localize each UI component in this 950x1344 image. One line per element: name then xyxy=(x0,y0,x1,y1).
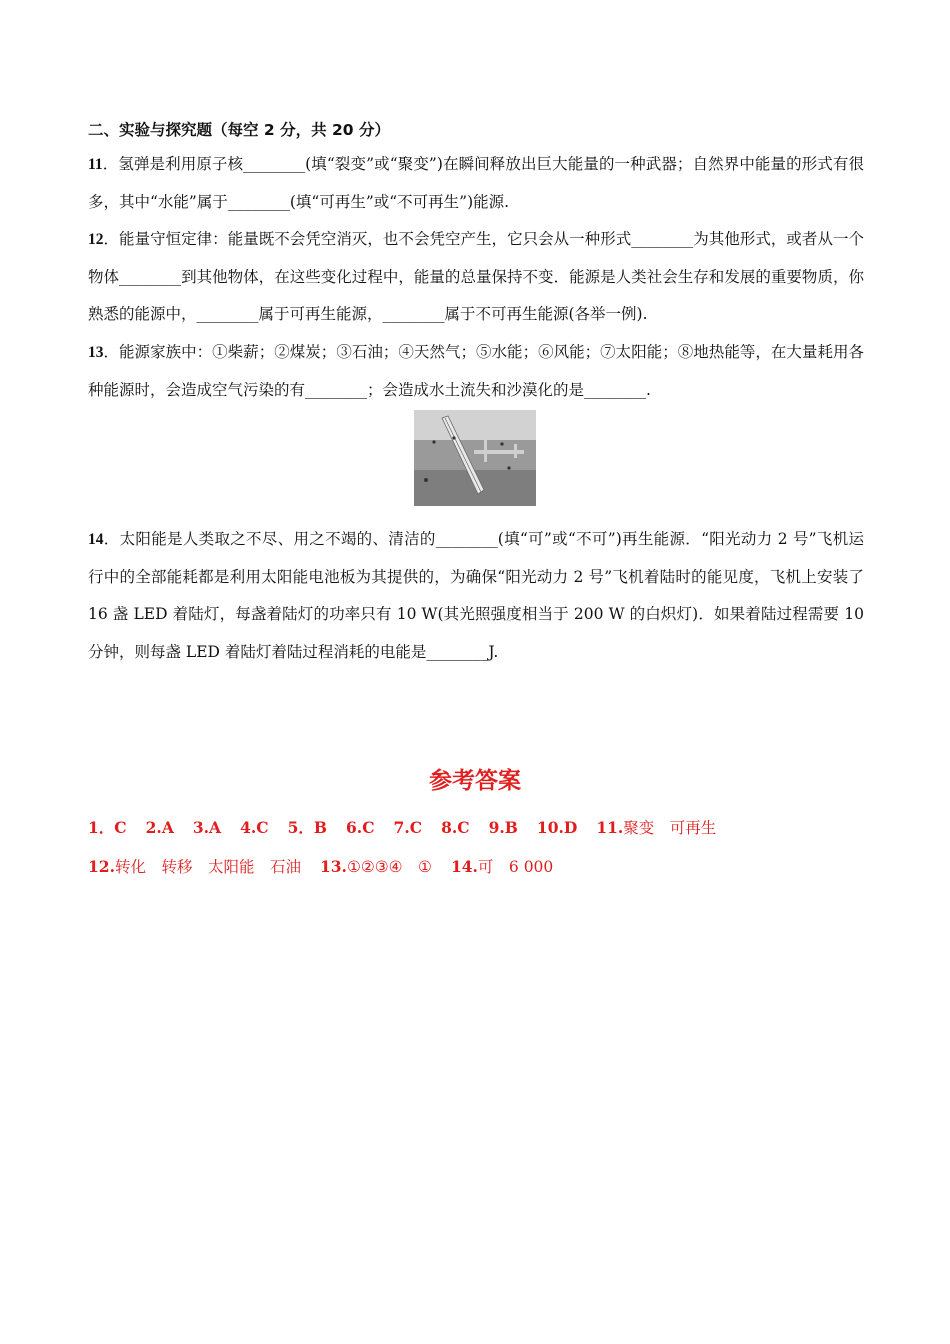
question-text: ．能量守恒定律：能量既不会凭空消灭，也不会凭空产生，它只会从一种形式________为其他形式，或者从一个物体________到其他物体，在这些变化过程中，能量的总量保持不变．能源是人类社会生存和发展的重要物质，你熟悉的能源中，________属于可再生能源，________属于不可再生能源(各举一例). xyxy=(88,230,864,323)
answer-item: 12.转化 转移 太阳能 石油 xyxy=(88,856,301,876)
answer-item: 7.C xyxy=(393,818,423,837)
question-number: 11 xyxy=(88,156,103,173)
question-text: ．能源家族中：①柴薪；②煤炭；③石油；④天然气；⑤水能；⑥风能；⑦太阳能；⑧地热能等，在大量耗用各种能源时，会造成空气污染的有________；会造成水土流失和沙漠化的是________. xyxy=(88,343,864,399)
answer-item: 1．C xyxy=(88,818,127,837)
answer-item: 4.C xyxy=(240,818,269,837)
question-12 xyxy=(88,221,864,334)
question-number: 13 xyxy=(88,344,104,361)
solar-plane-photo xyxy=(414,410,536,506)
section-title: 二、实验与探究题（每空 2 分，共 20 分） xyxy=(88,121,390,139)
answer-key xyxy=(88,809,864,886)
answer-item: 11.聚变 可再生 xyxy=(596,818,717,837)
answer-item: 10.D xyxy=(536,818,578,837)
question-14 xyxy=(88,521,864,671)
answer-item: 14.可 6 000 xyxy=(450,856,554,876)
answer-item: 2.A xyxy=(145,818,174,837)
question-text: ．氢弹是利用原子核________(填“裂变”或“聚变”)在瞬间释放出巨大能量的一种武器；自然界中能量的形式有很多，其中“水能”属于________(填“可再生”或“不可再生”)能源. xyxy=(88,155,864,211)
answer-key-title: 参考答案 xyxy=(429,768,521,794)
answer-item: 9.B xyxy=(488,818,518,837)
answer-item: 5．B xyxy=(287,818,328,837)
question-text: ．太阳能是人类取之不尽、用之不竭的、清洁的________(填“可”或“不可”)再生能源．“阳光动力 2 号”飞机运行中的全部能耗都是利用太阳能电池板为其提供的，为确保“阳光动力 2 号”飞机着陆时的能见度，飞机上安装了 16 盏 LED 着陆灯，每盏着陆灯的功率只有 10 W(其光照强度相当于 200 W 的白炽灯)．如果着陆过程需要 10 分钟，则每盏 LED 着陆灯着陆过程消耗的电能是________J. xyxy=(88,530,864,661)
answer-item: 13.①②③④ ① xyxy=(319,856,432,876)
answer-item: 8.C xyxy=(441,818,470,837)
question-number: 14 xyxy=(88,531,104,548)
answer-item: 6.C xyxy=(346,818,375,837)
answer-item: 3.A xyxy=(192,818,222,837)
question-11 xyxy=(88,146,864,221)
question-number: 12 xyxy=(88,231,104,248)
question-13 xyxy=(88,334,864,409)
